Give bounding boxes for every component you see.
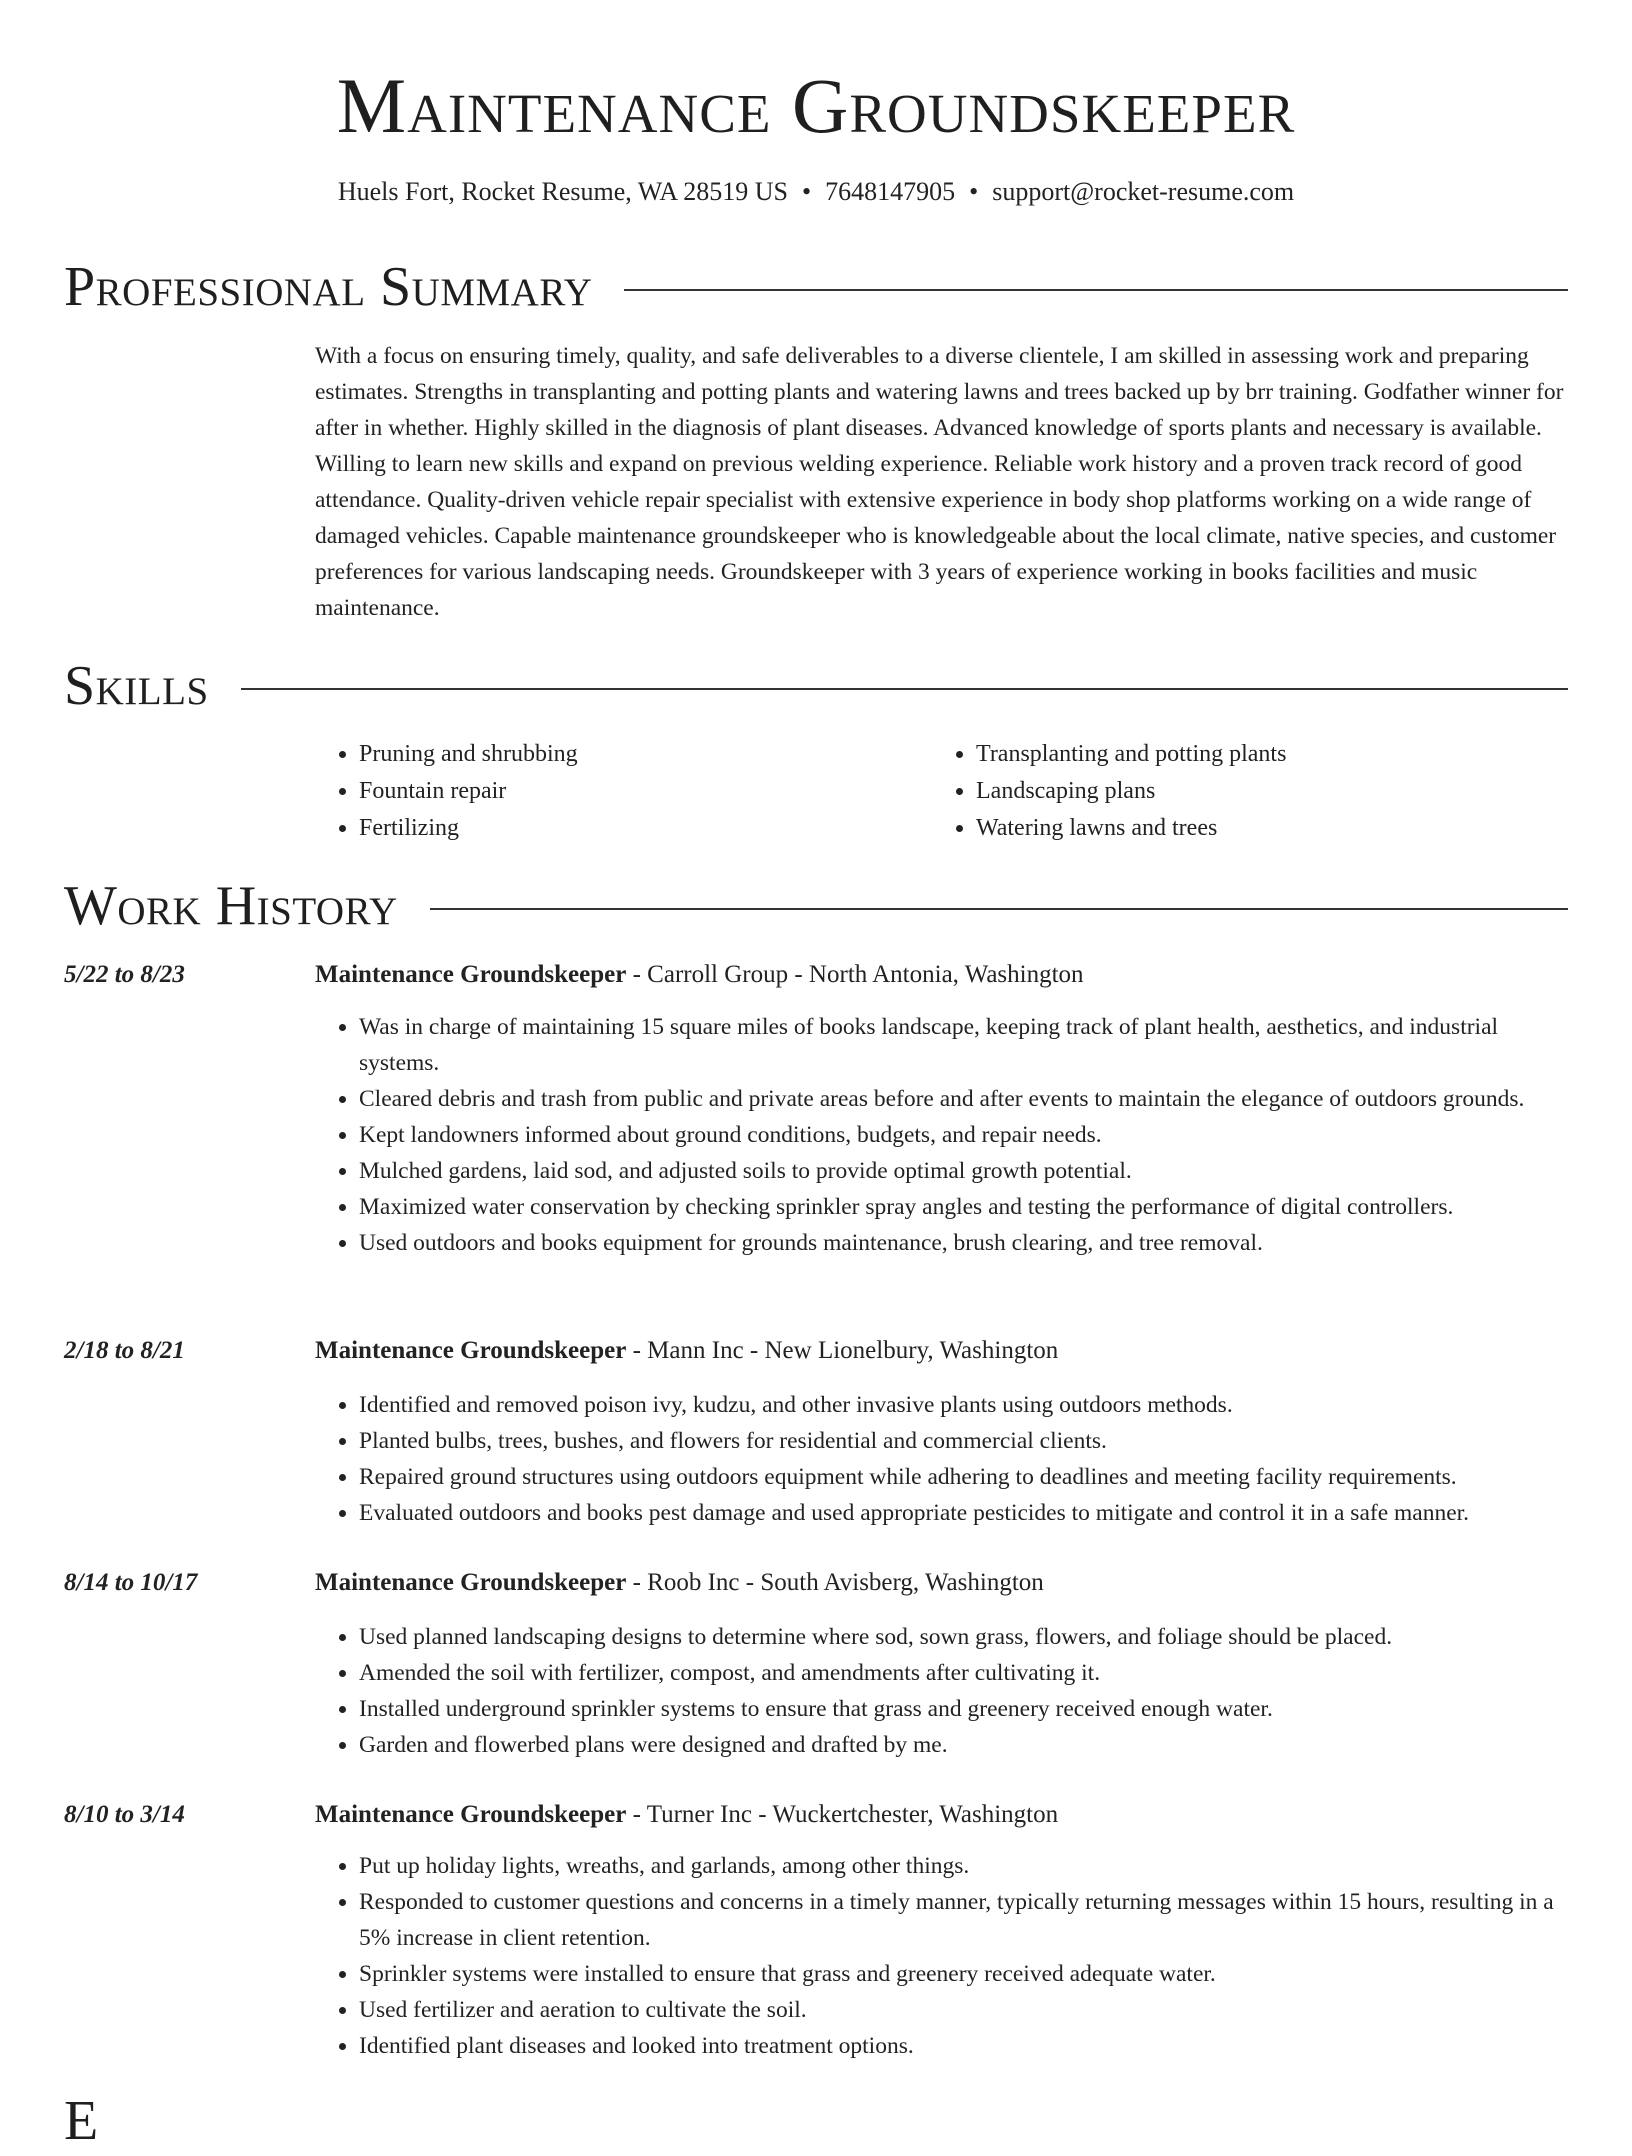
job-bullet: • Used outdoors and books equipment for grounds maintenance, brush clearing, and tree removal. — [359, 1225, 1572, 1261]
job-bullet: • Amended the soil with fertilizer, compost, and amendments after cultivating it. — [359, 1655, 1572, 1691]
summary-section-header — [64, 252, 1568, 322]
job-details: - Roob Inc - South Avisberg, Washington — [626, 1569, 1044, 1596]
contact-email: support@rocket-resume.com — [992, 177, 1295, 206]
contact-separator: • — [969, 177, 979, 206]
skills-section-header — [64, 651, 1568, 721]
job-role: Maintenance Groundskeeper — [315, 1337, 627, 1364]
job-bullet: • Put up holiday lights, wreaths, and garlands, among other things. — [359, 1848, 1572, 1884]
skill-item: • Transplanting and potting plants — [976, 736, 1286, 773]
job-dates: 8/14 to 10/17 — [64, 1569, 198, 1596]
job-details: - Turner Inc - Wuckertchester, Washington — [626, 1801, 1059, 1828]
contact-line — [0, 174, 1632, 210]
job-bullet: • Used fertilizer and aeration to cultivate the soil. — [359, 1992, 1572, 2028]
job-dates: 2/18 to 8/21 — [64, 1337, 185, 1364]
skill-item: • Fountain repair — [359, 773, 578, 810]
job-dates: 8/10 to 3/14 — [64, 1801, 185, 1828]
job-bullet: • Was in charge of maintaining 15 square miles of books landscape, keeping track of plant health, aesthetics, and industrial systems. — [359, 1009, 1572, 1081]
resume-name: Maintenance Groundskeeper — [336, 62, 1296, 149]
job-bullet: • Kept landowners informed about ground conditions, budgets, and repair needs. — [359, 1117, 1572, 1153]
summary-text: With a focus on ensuring timely, quality, and safe deliverables to a diverse clientele, I am skilled in assessing work and preparing estimates. Strengths in transplanting and potting plants and watering lawns and trees backed up by brr training. Godfather winner for after in whether. Highly skilled in the diagnosis of plant diseases. Advanced knowledge of sports plants and necessary is available. Willing to learn new skills and expand on previous welding experience. Reliable work history and a proven track record of good attendance. Quality-driven vehicle repair specialist with extensive experience in body shop platforms working on a wide range of damaged vehicles. Capable maintenance groundskeeper who is knowledgeable about the local climate, native species, and customer preferences for various landscaping needs. Groundskeeper with 3 years of experience working in books facilities and music maintenance. — [315, 343, 1564, 621]
job-bullet: • Evaluated outdoors and books pest damage and used appropriate pesticides to mitigate and control it in a safe manner. — [359, 1495, 1572, 1531]
job-details: - Carroll Group - North Antonia, Washington — [626, 961, 1084, 988]
job-bullets — [315, 1848, 1572, 2064]
job-heading — [315, 1333, 1058, 1369]
job-bullets — [315, 1009, 1572, 1261]
skills-section-title: Skills — [64, 655, 209, 717]
contact-phone: 7648147905 — [825, 177, 956, 206]
skill-item: • Fertilizing — [359, 810, 578, 847]
job-bullet: • Garden and flowerbed plans were designed and drafted by me. — [359, 1727, 1572, 1763]
section-divider — [241, 688, 1568, 690]
job-role: Maintenance Groundskeeper — [315, 1569, 627, 1596]
job-role: Maintenance Groundskeeper — [315, 961, 627, 988]
job-bullet: • Planted bulbs, trees, bushes, and flowers for residential and commercial clients. — [359, 1423, 1572, 1459]
job-bullet: • Mulched gardens, laid sod, and adjusted soils to provide optimal growth potential. — [359, 1153, 1572, 1189]
work-section-title: Work History — [64, 875, 398, 937]
next-section-title-fragment: E — [64, 2090, 99, 2152]
skills-list-left — [315, 736, 578, 847]
job-bullets — [315, 1387, 1572, 1531]
job-bullet: • Identified and removed poison ivy, kudzu, and other invasive plants using outdoors methods. — [359, 1387, 1572, 1423]
skill-item: • Pruning and shrubbing — [359, 736, 578, 773]
job-bullet: • Maximized water conservation by checking sprinkler spray angles and testing the performance of digital controllers. — [359, 1189, 1572, 1225]
section-divider — [430, 908, 1568, 910]
job-bullet: • Cleared debris and trash from public and private areas before and after events to maintain the elegance of outdoors grounds. — [359, 1081, 1572, 1117]
work-section-header — [64, 871, 1568, 941]
contact-address: Huels Fort, Rocket Resume, WA 28519 US — [337, 177, 789, 206]
job-bullet: • Responded to customer questions and concerns in a timely manner, typically returning messages within 15 hours, resulting in a 5% increase in client retention. — [359, 1884, 1572, 1956]
job-bullet: • Identified plant diseases and looked into treatment options. — [359, 2028, 1572, 2064]
skills-list-right — [932, 736, 1286, 847]
skill-item: • Landscaping plans — [976, 773, 1286, 810]
job-heading — [315, 1797, 1058, 1833]
skill-item: • Watering lawns and trees — [976, 810, 1286, 847]
job-heading — [315, 1565, 1044, 1601]
job-role: Maintenance Groundskeeper — [315, 1801, 627, 1828]
section-divider — [624, 289, 1568, 291]
job-dates: 5/22 to 8/23 — [64, 961, 185, 988]
job-heading — [315, 957, 1084, 993]
job-bullet: • Installed underground sprinkler systems to ensure that grass and greenery received enough water. — [359, 1691, 1572, 1727]
contact-separator: • — [802, 177, 812, 206]
job-bullet: • Used planned landscaping designs to determine where sod, sown grass, flowers, and foliage should be placed. — [359, 1619, 1572, 1655]
job-bullets — [315, 1619, 1572, 1763]
job-bullet: • Repaired ground structures using outdoors equipment while adhering to deadlines and meeting facility requirements. — [359, 1459, 1572, 1495]
job-bullet: • Sprinkler systems were installed to ensure that grass and greenery received adequate water. — [359, 1956, 1572, 1992]
summary-section-title: Professional Summary — [64, 256, 593, 318]
job-details: - Mann Inc - New Lionelbury, Washington — [626, 1337, 1059, 1364]
